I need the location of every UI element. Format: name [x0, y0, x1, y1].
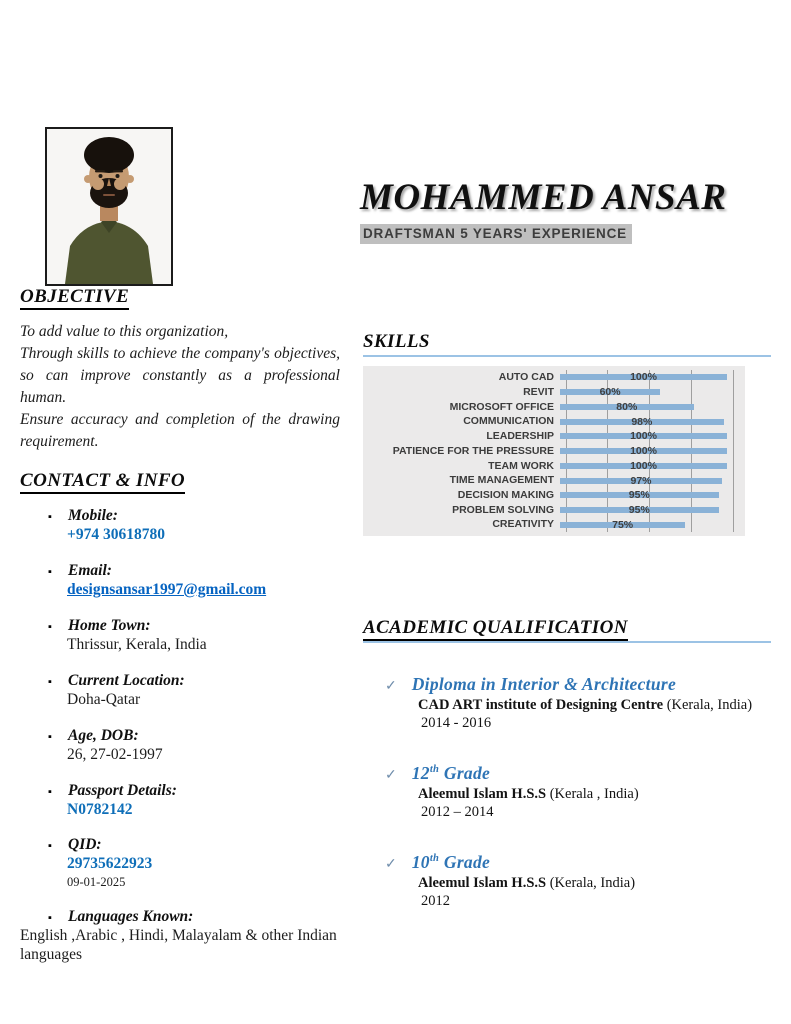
contact-value: +974 30618780: [67, 526, 165, 543]
chart-bar-track: [560, 488, 727, 503]
contact-value: [20, 581, 340, 600]
bullet-icon: ▪: [48, 840, 52, 853]
bullet-icon: ▪: [48, 911, 52, 924]
chart-value-label: 97%: [630, 474, 652, 487]
chart-bar-track: [560, 370, 727, 385]
degree-text-rest: Grade: [439, 763, 491, 783]
chart-row: [363, 503, 733, 518]
chart-bar-track: [560, 399, 727, 414]
contact-value: English ,Arabic , Hindi, Malayalam & other Indian languages: [20, 926, 337, 963]
chart-category-label: TEAM WORK: [488, 459, 554, 472]
entry-years: 2014 - 2016: [421, 715, 492, 731]
contact-item: [20, 727, 340, 765]
contact-item: [20, 672, 340, 710]
skills-divider: [363, 355, 771, 357]
contact-item: [20, 617, 340, 655]
chart-row: [363, 517, 733, 532]
degree-title: [412, 674, 676, 695]
contact-value: N0782142: [67, 800, 133, 818]
check-icon: ✓: [385, 768, 397, 783]
degree-text: 10: [411, 852, 430, 872]
chart-category-label: TIME MANAGEMENT: [449, 474, 554, 487]
skills-heading: SKILLS: [363, 331, 430, 352]
chart-row: [363, 370, 733, 385]
bullet-icon: ▪: [48, 675, 52, 688]
chart-bar-track: [560, 385, 727, 400]
contact-label: Mobile:: [68, 507, 118, 524]
chart-category-label: LEADERSHIP: [486, 430, 554, 443]
chart-value-label: 95%: [628, 503, 650, 516]
academic-entries: [363, 674, 771, 910]
institution-name: CAD ART institute of Designing Centre: [418, 697, 664, 713]
contact-label: Home Town:: [68, 616, 151, 634]
degree-text: 12: [411, 763, 430, 783]
contact-item: [20, 782, 340, 820]
chart-value-label: 100%: [630, 430, 657, 443]
chart-row: [363, 444, 733, 459]
chart-value-label: 75%: [612, 518, 634, 531]
degree-title: [412, 852, 490, 873]
chart-category-label: PATIENCE FOR THE PRESSURE: [392, 444, 554, 457]
bullet-icon: ▪: [48, 620, 52, 633]
academic-heading: ACADEMIC QUALIFICATION: [363, 617, 771, 639]
chart-category-label: CREATIVITY: [492, 518, 554, 531]
chart-category-label: PROBLEM SOLVING: [452, 503, 554, 516]
chart-bar-track: [560, 503, 727, 518]
academic-entry: [363, 852, 771, 910]
contact-item: [20, 562, 340, 600]
objective-paragraph: Through skills to achieve the company's objectives, so can improve constantly as a professional human.: [20, 345, 340, 406]
profile-photo-illustration: [47, 129, 171, 284]
institution-location: (Kerala, India): [663, 697, 753, 713]
chart-value-label: 100%: [630, 371, 657, 384]
chart-value-label: 100%: [630, 459, 657, 472]
contact-value: Thrissur, Kerala, India: [67, 635, 207, 653]
chart-bar-track: [560, 414, 727, 429]
degree-ordinal-suffix: th: [429, 853, 440, 865]
check-icon: ✓: [385, 679, 397, 694]
institution-location: (Kerala , India): [546, 786, 639, 802]
degree-text: Diploma in Interior & Architecture: [411, 674, 677, 694]
bullet-icon: ▪: [48, 730, 52, 743]
name-title: MOHAMMED ANSAR: [360, 177, 727, 218]
institution-name: Aleemul Islam H.S.S: [418, 786, 547, 802]
bullet-icon: ▪: [48, 565, 52, 578]
chart-bar-track: [560, 473, 727, 488]
institution-location: (Kerala, India): [546, 875, 636, 891]
institution-name: Aleemul Islam H.S.S: [418, 875, 547, 891]
subtitle-badge: DRAFTSMAN 5 YEARS' EXPERIENCE: [360, 224, 632, 244]
check-icon: ✓: [385, 857, 397, 872]
objective-text: [20, 321, 340, 453]
contact-value: 09-01-2025: [67, 875, 126, 890]
contact-label: Languages Known:: [68, 907, 194, 925]
chart-row: [363, 429, 733, 444]
bullet-icon: ▪: [48, 785, 52, 798]
degree-text-rest: Grade: [439, 852, 491, 872]
chart-category-label: MICROSOFT OFFICE: [449, 400, 554, 413]
contact-label: Current Location:: [68, 671, 185, 689]
objective-heading: OBJECTIVE: [20, 286, 340, 308]
contact-label: Age, DOB:: [68, 726, 139, 744]
email-link[interactable]: designsansar1997@gmail.com: [67, 580, 267, 598]
chart-category-label: AUTO CAD: [498, 371, 554, 384]
entry-years: 2012: [421, 893, 450, 909]
chart-bar-track: [560, 458, 727, 473]
chart-bar-track: [560, 444, 727, 459]
chart-value-label: 80%: [616, 400, 638, 413]
chart-category-label: DECISION MAKING: [457, 488, 554, 501]
objective-paragraph: To add value to this organization,: [20, 323, 229, 340]
chart-bar-track: [560, 429, 727, 444]
contact-item: [20, 908, 340, 965]
academic-divider: [363, 641, 771, 643]
profile-photo: [45, 127, 173, 286]
chart-row: [363, 488, 733, 503]
chart-rows: [363, 370, 733, 532]
contact-item: [20, 507, 340, 545]
chart-row: [363, 458, 733, 473]
chart-row: [363, 399, 733, 414]
skills-chart: [363, 366, 745, 536]
contact-heading: CONTACT & INFO: [20, 470, 340, 492]
chart-category-label: COMMUNICATION: [463, 415, 554, 428]
contact-item: [20, 836, 340, 890]
chart-value-label: 95%: [628, 489, 650, 502]
chart-bar-track: [560, 517, 727, 532]
chart-row: [363, 385, 733, 400]
chart-category-label: REVIT: [523, 385, 554, 398]
objective-paragraph: Ensure accuracy and completion of the drawing requirement.: [20, 411, 340, 450]
contact-value: 29735622923: [67, 855, 153, 873]
chart-row: [363, 473, 733, 488]
chart-value-label: 100%: [630, 445, 657, 458]
degree-ordinal-suffix: th: [429, 764, 440, 776]
contact-value: Doha-Qatar: [67, 690, 141, 708]
contact-value: 26, 27-02-1997: [67, 745, 163, 763]
contact-label: QID:: [68, 836, 102, 854]
academic-entry: [363, 674, 771, 732]
degree-title: [412, 763, 490, 784]
academic-entry: [363, 763, 771, 821]
bullet-icon: ▪: [48, 511, 52, 523]
contact-label: Passport Details:: [68, 781, 177, 799]
contact-list: [20, 507, 340, 964]
chart-row: [363, 414, 733, 429]
entry-years: 2012 – 2014: [421, 804, 494, 820]
chart-value-label: 60%: [599, 386, 621, 399]
contact-label: Email:: [68, 561, 112, 579]
chart-value-label: 98%: [631, 415, 653, 428]
